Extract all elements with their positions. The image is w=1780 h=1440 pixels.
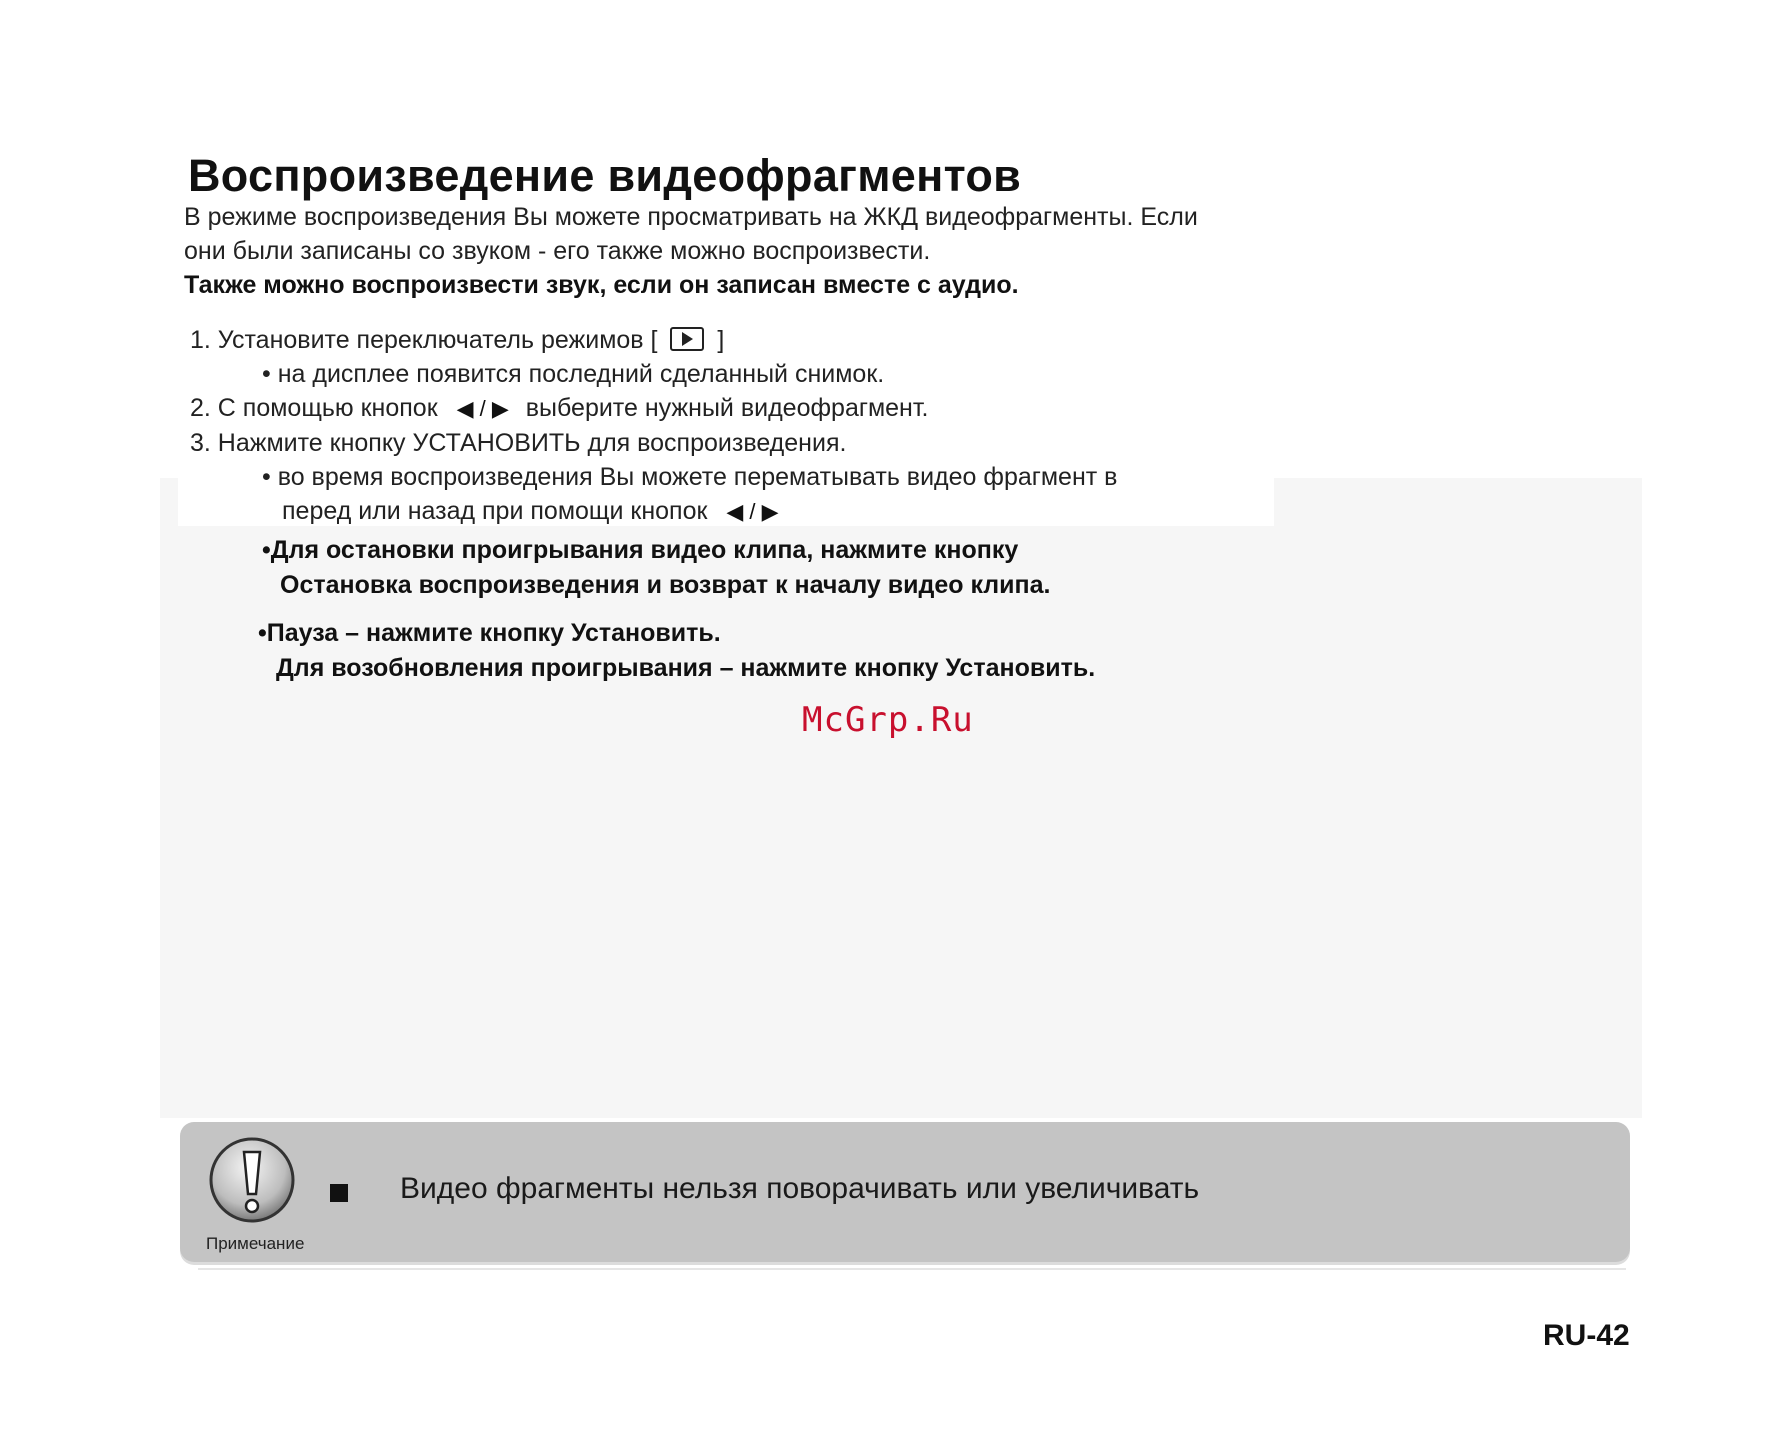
step-1-end: ] bbox=[717, 326, 725, 354]
left-right-arrows-icon: ◀ / ▶ bbox=[456, 396, 509, 421]
intro-paragraph bbox=[184, 200, 1384, 302]
step-2-start: 2. С помощью кнопок bbox=[190, 394, 438, 422]
note-label: Примечание bbox=[206, 1234, 305, 1253]
exclamation-note-icon bbox=[208, 1136, 296, 1224]
pause-note bbox=[258, 616, 1095, 686]
watermark-text: McGrp.Ru bbox=[802, 700, 974, 740]
stop-note-line-1: •Для остановки проигрывания видео клипа, нажмите кнопку bbox=[262, 536, 1019, 564]
step-2 bbox=[190, 391, 1270, 426]
step-1-text: 1. Установите переключатель режимов [ bbox=[190, 326, 658, 354]
note-text: Видео фрагменты нельзя поворачивать или увеличивать bbox=[400, 1172, 1200, 1205]
step-2-end: выберите нужный видеофрагмент. bbox=[525, 394, 929, 422]
stop-note-line-2: Остановка воспроизведения и возврат к началу видео клипа. bbox=[280, 571, 1051, 599]
step-3-note-line-1: • во время воспроизведения Вы можете перематывать видео фрагмент в bbox=[262, 463, 1118, 491]
intro-line-1: В режиме воспроизведения Вы можете просматривать на ЖКД видеофрагменты. Если bbox=[184, 203, 1198, 231]
stop-note bbox=[262, 533, 1051, 603]
step-3-note-line-2-text: перед или назад при помощи кнопок bbox=[282, 497, 708, 525]
step-1-note: • на дисплее появится последний сделанный снимок. bbox=[262, 360, 885, 388]
square-bullet-icon bbox=[330, 1184, 348, 1202]
bottom-divider bbox=[198, 1268, 1626, 1270]
pause-note-line-1: •Пауза – нажмите кнопку Установить. bbox=[258, 619, 721, 647]
note-box bbox=[180, 1122, 1630, 1262]
rewind-arrows-icon: ◀ / ▶ bbox=[726, 499, 779, 524]
page-number: RU-42 bbox=[1543, 1319, 1630, 1352]
step-1 bbox=[190, 323, 1270, 357]
page-title: Воспроизведение видеофрагментов bbox=[188, 150, 1022, 201]
step-3: 3. Нажмите кнопку УСТАНОВИТЬ для воспроизведения. bbox=[190, 429, 847, 457]
intro-line-3: Также можно воспроизвести звук, если он записан вместе с аудио. bbox=[184, 271, 1019, 299]
intro-line-2: они были записаны со звуком - его также можно воспроизвести. bbox=[184, 237, 931, 265]
play-mode-icon bbox=[670, 327, 704, 351]
step-3-note-line-2 bbox=[190, 494, 1270, 529]
steps-list bbox=[190, 323, 1270, 529]
pause-note-line-2: Для возобновления проигрывания – нажмите кнопку Установить. bbox=[276, 654, 1096, 682]
